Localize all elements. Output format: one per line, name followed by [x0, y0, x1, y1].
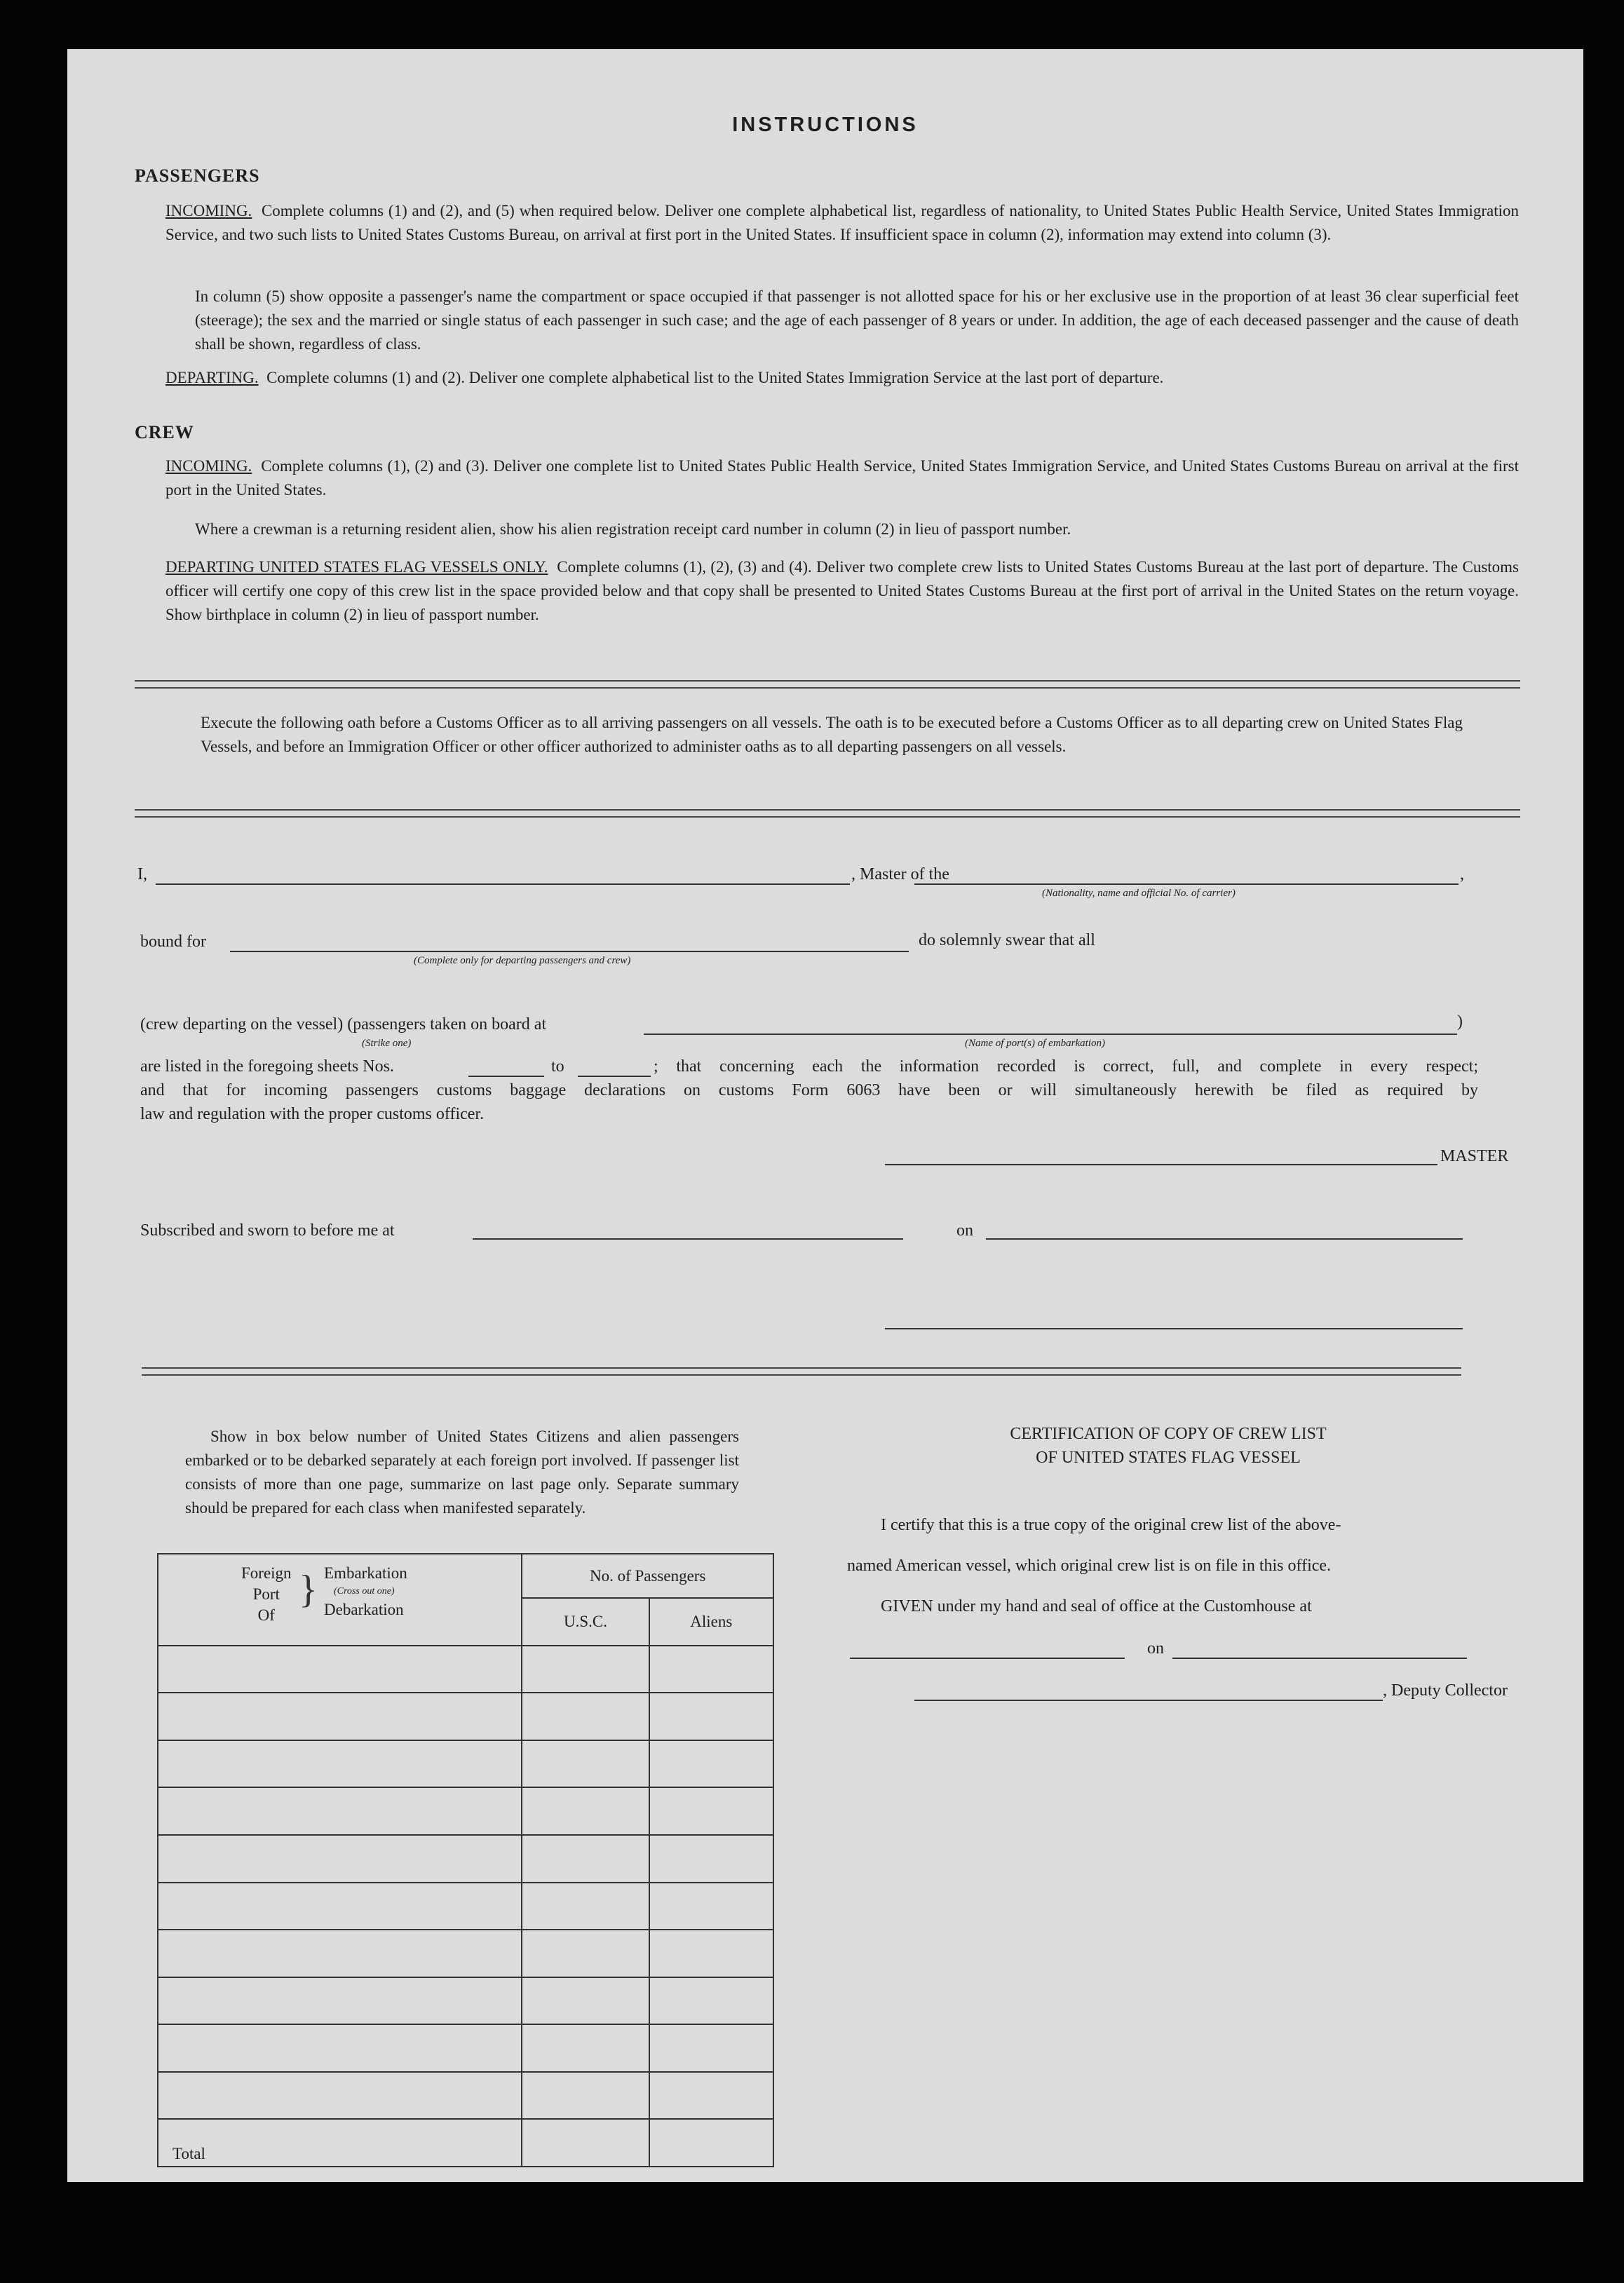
form-page — [67, 49, 1583, 2182]
crew-incoming-paragraph — [165, 454, 1519, 502]
usc-cell[interactable] — [522, 1977, 649, 2025]
passengers-departing-text: Complete columns (1) and (2). Deliver one complete alphabetical list to the United States Immigration Service at the last port of departure. — [266, 369, 1164, 386]
master-signature-field[interactable] — [885, 1164, 1437, 1165]
passengers-incoming-label: INCOMING. — [165, 202, 252, 219]
aliens-cell[interactable] — [649, 1787, 773, 1835]
brace-symbol: } — [299, 1568, 318, 1611]
aliens-cell[interactable] — [649, 1977, 773, 2025]
passengers-heading: PASSENGERS — [135, 165, 260, 186]
passenger-summary-table — [157, 1553, 774, 2167]
listed-text-a: are listed in the foregoing sheets Nos. — [140, 1057, 394, 1076]
deputy-collector-label: , Deputy Collector — [1383, 1681, 1508, 1700]
crew-resident-paragraph: Where a crewman is a returning resident alien, show his alien registration receipt card number in column (2) in lieu of passport number. — [195, 520, 1071, 538]
table-row — [158, 2072, 773, 2120]
foreign-port-line-2: Port — [252, 1585, 280, 1603]
certify-text-2: named American vessel, which original crew list is on file in this office. — [847, 1557, 1332, 1575]
usc-cell[interactable] — [522, 1835, 649, 1883]
crew-departing-text: Complete columns (1), (2), (3) and (4). Deliver two complete crew lists to United States Customs Bureau at the last port of departure. The Customs officer will certify one copy of this crew list in the space provided below and that copy shall be presented to United States Customs Bureau at the first port of arrival in the United States on the return voyage. Show birthplace in column (2) in lieu of passport number. — [165, 558, 1520, 623]
usc-cell[interactable] — [522, 1883, 649, 1930]
deputy-signature-field[interactable] — [914, 1700, 1383, 1701]
usc-header: U.S.C. — [522, 1598, 649, 1646]
bound-for-field[interactable] — [230, 951, 909, 952]
certify-text-1: I certify that this is a true copy of the original crew list of the above- — [881, 1516, 1341, 1534]
aliens-cell[interactable] — [649, 1693, 773, 1740]
port-note: (Name of port(s) of embarkation) — [965, 1038, 1105, 1049]
crew-incoming-label: INCOMING. — [165, 457, 252, 475]
usc-cell[interactable] — [522, 1740, 649, 1788]
crew-passengers-text: (crew departing on the vessel) (passengers taken on board at — [140, 1015, 547, 1034]
aliens-cell[interactable] — [649, 2024, 773, 2072]
sheet-from-field[interactable] — [468, 1076, 544, 1077]
close-paren: ) — [1457, 1012, 1463, 1031]
sheet-to-field[interactable] — [578, 1076, 651, 1077]
total-row — [158, 2119, 773, 2167]
embarkation-label: Embarkation — [324, 1564, 407, 1582]
port-cell[interactable] — [158, 1883, 522, 1930]
port-cell[interactable] — [158, 1693, 522, 1740]
table-row — [158, 1977, 773, 2025]
usc-total-cell[interactable] — [522, 2119, 649, 2167]
customhouse-field[interactable] — [850, 1658, 1125, 1659]
carrier-note: (Nationality, name and official No. of carrier) — [1042, 888, 1236, 899]
usc-cell[interactable] — [522, 1693, 649, 1740]
certification-title — [860, 1422, 1477, 1470]
crew-heading: CREW — [135, 422, 194, 442]
aliens-cell[interactable] — [649, 1646, 773, 1693]
usc-cell[interactable] — [522, 2024, 649, 2072]
passengers-departing-paragraph — [165, 366, 1519, 390]
port-cell[interactable] — [158, 1835, 522, 1883]
port-cell[interactable] — [158, 1646, 522, 1693]
passengers-incoming-text: Complete columns (1) and (2), and (5) when required below. Deliver one complete alphabetical list, regardless of nationality, to United States Public Health Service, United States Immigration Service, and two such lists to United States Customs Bureau, on arrival at first port in the United States. If insufficient space in column (2), information may extend into column (3). — [165, 202, 1520, 243]
sworn-date-field[interactable] — [986, 1238, 1463, 1240]
listed-text-c: and that for incoming passengers customs baggage declarations on customs Form 6063 have been or will simultaneously herewith be filed as required by — [140, 1081, 1478, 1099]
bound-for-note: (Complete only for departing passengers and crew) — [414, 955, 631, 966]
carrier-comma: , — [1460, 865, 1464, 883]
certification-title-line-1: CERTIFICATION OF COPY OF CREW LIST — [1010, 1425, 1327, 1443]
sworn-on-label: on — [956, 1221, 973, 1240]
listed-to: to — [551, 1057, 564, 1076]
passengers-column5-paragraph: In column (5) show opposite a passenger's name the compartment or space occupied if that passenger is not allotted space for his or her exclusive use in the proportion of at least 36 clear superficial feet (steerage); the sex and the married or single status of each passenger in such case; and the age of each passenger of 8 years or under. In addition, the age of each deceased passenger and the cause of death shall be shown, regardless of class. — [195, 287, 1519, 353]
listed-text-d: law and regulation with the proper customs officer. — [140, 1105, 485, 1123]
foreign-port-line-3: Of — [257, 1606, 275, 1624]
sworn-place-field[interactable] — [473, 1238, 903, 1240]
port-cell[interactable] — [158, 2024, 522, 2072]
no-passengers-header: No. of Passengers — [522, 1554, 773, 1598]
oath-intro: Execute the following oath before a Customs Officer as to all arriving passengers on all vessels. The oath is to be executed before a Customs Officer as to all departing crew on United States Flag Vessels, and before an Immigration Officer or other officer authorized to administer oaths as to all departing passengers on all vessels. — [201, 714, 1463, 755]
table-row — [158, 1883, 773, 1930]
crew-departing-label: DEPARTING UNITED STATES FLAG VESSELS ONLY. — [165, 558, 548, 576]
oath-i-label: I, — [137, 865, 147, 883]
oath-master-of: , Master of the — [851, 865, 949, 883]
usc-cell[interactable] — [522, 1930, 649, 1977]
port-cell[interactable] — [158, 1787, 522, 1835]
officer-signature-field[interactable] — [885, 1328, 1463, 1329]
aliens-cell[interactable] — [649, 1883, 773, 1930]
table-row — [158, 1740, 773, 1788]
port-cell[interactable] — [158, 1740, 522, 1788]
table-row — [158, 2024, 773, 2072]
passengers-incoming-paragraph — [165, 199, 1519, 247]
carrier-field[interactable] — [914, 883, 1459, 885]
table-row — [158, 1646, 773, 1693]
foreign-port-label — [241, 1563, 292, 1626]
certify-on-label: on — [1147, 1639, 1164, 1658]
usc-cell[interactable] — [522, 2072, 649, 2120]
aliens-cell[interactable] — [649, 1930, 773, 1977]
page-title: INSTRUCTIONS — [732, 114, 919, 136]
port-cell[interactable] — [158, 1930, 522, 1977]
master-name-field[interactable] — [156, 883, 850, 885]
foreign-port-line-1: Foreign — [241, 1564, 292, 1582]
usc-cell[interactable] — [522, 1787, 649, 1835]
table-row — [158, 1787, 773, 1835]
passengers-departing-label: DEPARTING. — [165, 369, 259, 386]
aliens-header: Aliens — [649, 1598, 773, 1646]
usc-cell[interactable] — [522, 1646, 649, 1693]
aliens-cell[interactable] — [649, 1835, 773, 1883]
total-label: Total — [158, 2119, 522, 2167]
summary-intro: Show in box below number of United States Citizens and alien passengers embarked or to be debarked separately at each foreign port involved. If passenger list consists of more than one page, summarize on last page only. Separate summary should be prepared for each class when manifested separately. — [185, 1428, 739, 1517]
certify-date-field[interactable] — [1172, 1658, 1467, 1659]
certify-text-3: GIVEN under my hand and seal of office at the Customhouse at — [881, 1597, 1312, 1615]
debarkation-label: Debarkation — [324, 1601, 404, 1618]
aliens-total-cell[interactable] — [649, 2119, 773, 2167]
certification-title-line-2: OF UNITED STATES FLAG VESSEL — [1036, 1449, 1301, 1467]
bound-for-label: bound for — [140, 933, 206, 951]
embark-debark-label — [324, 1563, 407, 1620]
port-embarkation-field[interactable] — [644, 1034, 1457, 1035]
divider-1 — [135, 680, 1520, 689]
table-row — [158, 1930, 773, 1977]
aliens-cell[interactable] — [649, 1740, 773, 1788]
port-header-cell — [158, 1554, 522, 1646]
crew-incoming-text: Complete columns (1), (2) and (3). Deliver one complete list to United States Public Health Service, United States Immigration Service, and United States Customs Bureau on arrival at the first port in the United States. — [165, 457, 1519, 499]
swear-text: do solemnly swear that all — [919, 931, 1095, 949]
divider-3 — [142, 1367, 1461, 1376]
table-row — [158, 1835, 773, 1883]
strike-note: (Strike one) — [362, 1038, 412, 1049]
divider-2 — [135, 809, 1520, 818]
table-row — [158, 1693, 773, 1740]
master-label: MASTER — [1440, 1147, 1509, 1165]
port-cell[interactable] — [158, 1977, 522, 2025]
cross-out-note: (Cross out one) — [334, 1586, 395, 1597]
port-cell[interactable] — [158, 2072, 522, 2120]
aliens-cell[interactable] — [649, 2072, 773, 2120]
crew-departing-paragraph — [165, 555, 1519, 627]
subscribed-label: Subscribed and sworn to before me at — [140, 1221, 395, 1240]
listed-text-b: ; that concerning each the information recorded is correct, full, and complete in every respect; — [654, 1057, 1478, 1076]
